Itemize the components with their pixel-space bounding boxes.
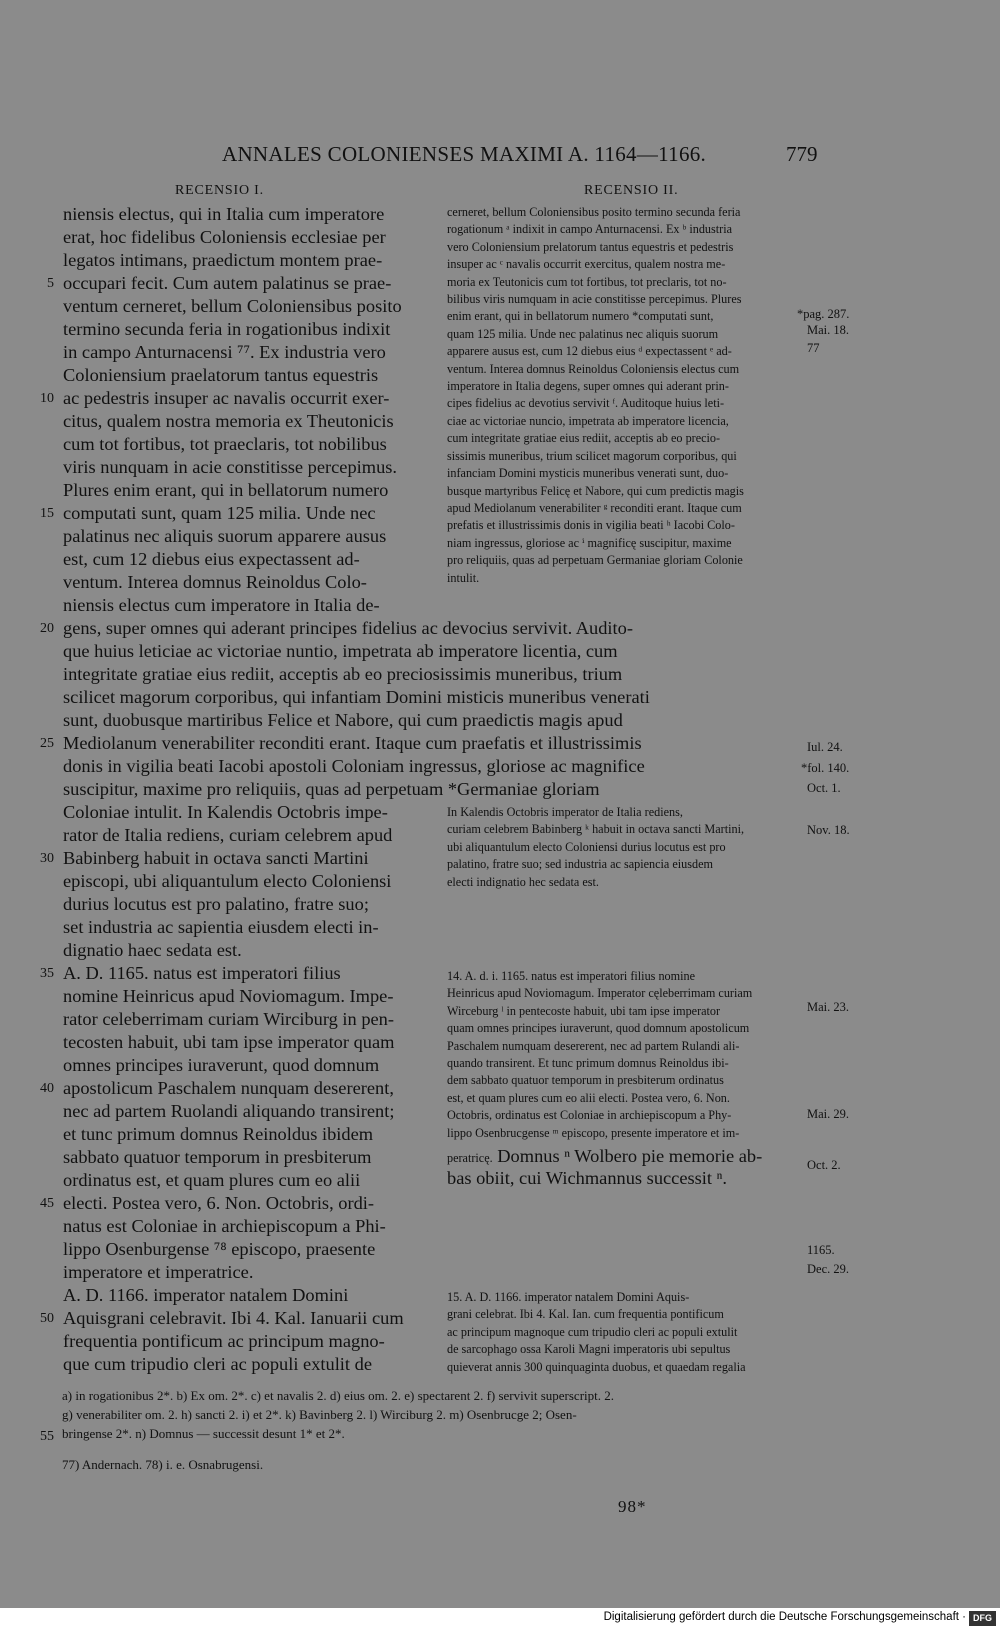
line-number: 10 (40, 391, 54, 406)
text-line: Coloniensium praelatorum tantus equestris (63, 365, 379, 385)
recensio-2-line: busque martyribus Felicę et Nabore, qui cum predictis magis (447, 483, 744, 498)
recensio-2-line: quieverat annis 300 quinquaginta duobus, et quaedam regalia (447, 1359, 746, 1374)
text-line: dignatio haec sedata est. (63, 940, 242, 960)
margin-note: 1165. (807, 1243, 835, 1257)
recensio-2-line: est, et quam plures cum eo alii electi. Postea vero, 6. Non. (447, 1090, 730, 1105)
margin-note: Mai. 23. (807, 1000, 850, 1014)
recensio-2-line: infanciam Domini mysticis muneribus venerati sunt, duo- (447, 466, 729, 481)
recensio-2-line: ventum. Interea domnus Reinoldus Coloniensis electus cum (447, 361, 740, 376)
line-number: 25 (40, 736, 54, 751)
line-number: 35 (40, 966, 54, 981)
recensio-2-line: lippo Osenbrucgense ᵐ episcopo, presente imperatore et im- (447, 1125, 740, 1140)
text-line: est, cum 12 diebus eius expectassent ad- (63, 549, 360, 569)
text-line: que cum tripudio cleri ac populi extulit de (63, 1354, 372, 1374)
footer-credit: Digitalisierung gefördert durch die Deutsche Forschungsgemeinschaft · (603, 1611, 966, 1623)
recensio-2-block-3 (447, 968, 752, 1142)
recensio-2-line: Paschalem numquam desererent, nec ad partem Rulandi ali- (447, 1038, 740, 1053)
recensio-2-line: pro reliquiis, quas ad perpetuam Germaniae gloriam Colonie (447, 553, 743, 568)
footnote-line: 77) Andernach. 78) i. e. Osnabrugensi. (62, 1457, 264, 1472)
signature-mark: 98* (618, 1497, 647, 1516)
text-line: et tunc primum domnus Reinoldus ibidem (63, 1124, 374, 1144)
recensio-2-line: 14. A. d. i. 1165. natus est imperatori filius nomine (447, 969, 696, 983)
recensio-2-line: Octobris, ordinatus est Coloniae in archiepiscopum a Phy- (447, 1108, 732, 1123)
margin-note: *fol. 140. (801, 761, 850, 775)
footnotes (62, 1386, 614, 1474)
recensio-2-line: dem sabbato quatuor temporum in presbiterum ordinatus (447, 1073, 724, 1088)
text-line: niensis electus cum imperatore in Italia de- (63, 595, 380, 615)
text-line: gens, super omnes qui aderant principes fidelius ac devocius servivit. Audito- (63, 618, 633, 638)
line-number: 15 (40, 506, 54, 521)
text-line: omnes principes iuraverunt, quod domnum (63, 1055, 380, 1075)
text-line: termino secunda feria in rogationibus indixit (63, 319, 391, 339)
text-line: donis in vigilia beati Iacobi apostoli Coloniam ingressus, gloriose ac magnifice (63, 756, 645, 776)
recensio-2-line: peratricę. (447, 1151, 493, 1165)
recensio-2-line: curiam celebrem Babinberg ᵏ habuit in octava sancti Martini, (447, 822, 745, 837)
footnote-line: a) in rogationibus 2*. b) Ex om. 2*. c) et navalis 2. d) eius om. 2. e) spectarent 2. f) servivit superscript. 2. (62, 1388, 615, 1403)
line-number: 40 (40, 1081, 54, 1096)
text-line: ordinatus est, et quam plures cum eo alii (63, 1170, 361, 1190)
dfg-logo: DFG (969, 1611, 996, 1626)
running-header: ANNALES COLONIENSES MAXIMI A. 1164—1166. (222, 142, 707, 166)
text-line: citus, qualem nostra memoria ex Theutonicis (63, 411, 394, 431)
text-line: A. D. 1165. natus est imperatori filius (63, 963, 341, 983)
text-line: sunt, duobusque martiribus Felice et Nabore, qui cum praedictis magis apud (63, 710, 623, 730)
text-line: ventum. Interea domnus Reinoldus Colo- (63, 572, 367, 592)
recensio-2-line: In Kalendis Octobris imperator de Italia rediens, (447, 805, 683, 819)
text-line: durius locutus est pro palatino, fratre suo; (63, 894, 369, 914)
recensio-2-line: niam ingressus, gloriose ac ⁱ magnificę suscipitur, maxime (447, 535, 732, 550)
text-line: Babinberg habuit in octava sancti Martini (63, 848, 369, 868)
recensio-2-line: apparere ausus est, cum 12 diebus eius ᵈ expectassent ᵉ ad- (447, 344, 732, 359)
text-line: suscipitur, maxime pro reliquiis, quas ad perpetuam *Germaniae gloriam (63, 779, 600, 799)
margin-note: Oct. 2. (807, 1158, 841, 1172)
text-line: legatos intimans, praedictum montem prae- (63, 250, 383, 270)
recensio-2-line: ubi aliquantulum electo Coloniensi durius locutus est pro (447, 839, 726, 854)
recensio-2-line: Wirceburg ˡ in pentecoste habuit, ubi tam ipse imperator (447, 1003, 721, 1018)
line-number: 50 (40, 1311, 54, 1326)
text-line: episcopi, ubi aliquantulum electo Coloniensi (63, 871, 392, 891)
text-line: que huius leticiae ac victoriae nuntio, impetrata ab imperatore licentia, cum (63, 641, 618, 661)
recensio-2-block-4 (447, 1289, 746, 1376)
line-number: 55 (40, 1429, 54, 1444)
text-line: Aquisgrani celebravit. Ibi 4. Kal. Ianuarii cum (63, 1308, 404, 1328)
text-line: scilicet magorum corporibus, qui infantiam Domini misticis muneribus venerati (63, 687, 650, 707)
text-line: occupari fecit. Cum autem palatinus se prae- (63, 273, 392, 293)
recensio-2-line: vero Coloniensium prelatorum tantus equestris et pedestris (447, 239, 734, 254)
recensio-2-line: electi indignatio hec sedata est. (447, 874, 599, 889)
text-line: rator de Italia rediens, curiam celebrem apud (63, 825, 393, 845)
recensio-2-line: rogationum ᵃ indixit in campo Anturnacensi. Ex ᵇ industria (447, 222, 733, 237)
text-line: erat, hoc fidelibus Coloniensis ecclesiae per (63, 227, 386, 247)
margin-note: 77 (807, 341, 820, 355)
recensio-2-block-3-end-1 (447, 1145, 762, 1168)
margin-note: Iul. 24. (807, 740, 843, 754)
recensio-2-line: insuper ac ᶜ navalis occurrit exercitus, qualem nostra me- (447, 257, 726, 272)
recensio-2-block-2 (447, 804, 744, 891)
text-line: integritate gratiae eius rediit, acceptis ab eo preciosissimis muneribus, trium (63, 664, 623, 684)
text-line: A. D. 1166. imperator natalem Domini (63, 1285, 349, 1305)
recensio-2-line: grani celebrat. Ibi 4. Kal. Ian. cum frequentia pontificum (447, 1307, 724, 1322)
text-line: nomine Heinricus apud Noviomagum. Impe- (63, 986, 394, 1006)
margin-note: Dec. 29. (807, 1262, 849, 1276)
text-line: sabbato quatuor temporum in presbiterum (63, 1147, 372, 1167)
recensio-2-large-line: Domnus ⁿ Wolbero pie memorie ab- (497, 1146, 763, 1166)
page-number: 779 (786, 142, 818, 166)
text-line: ac pedestris insuper ac navalis occurrit exer- (63, 388, 390, 408)
full-width-text (63, 617, 650, 801)
recensio-2-block-3-end-2: bas obiit, cui Wichmannus successit ⁿ. (447, 1168, 728, 1188)
text-line: frequentia pontificum ac principum magno- (63, 1331, 385, 1351)
recensio-2-line: 15. A. D. 1166. imperator natalem Domini Aquis- (447, 1290, 690, 1304)
recensio-2-line: de sarcophago ossa Karoli Magni imperatoris ubi sepultus (447, 1342, 731, 1357)
text-line: natus est Coloniae in archiepiscopum a Phi- (63, 1216, 386, 1236)
recensio-2-line: apud Mediolanum venerabiliter ᵍ reconditi erant. Itaque cum (447, 500, 742, 515)
text-line: cum tot fortibus, tot praeclaris, tot nobilibus (63, 434, 387, 454)
left-column-text (63, 203, 402, 617)
margin-note: Oct. 1. (807, 781, 841, 795)
recensio-2-line: bilibus viris numquam in acie constitisse percepimus. Plures (447, 292, 742, 307)
line-number: 45 (40, 1196, 54, 1211)
margin-note: Nov. 18. (807, 823, 850, 837)
footnote-line: g) venerabiliter om. 2. h) sancti 2. i) et 2*. k) Bavinberg 2. l) Wirciburg 2. m) Osenbrucge 2; Osen- (62, 1407, 577, 1422)
recensio-2-line: enim erant, qui in bellatorum numero *computati sunt, (447, 309, 714, 324)
text-line: Plures enim erant, qui in bellatorum numero (63, 480, 389, 500)
recensio-2-line: palatino, fratre suo; sed industria ac sapiencia eiusdem (447, 857, 714, 872)
text-line: in campo Anturnacensi ⁷⁷. Ex industria vero (63, 342, 386, 362)
text-line: electi. Postea vero, 6. Non. Octobris, ordi- (63, 1193, 375, 1213)
recensio-2-line: cum integritate gratiae eius rediit, acceptis ab eo precio- (447, 431, 721, 446)
recensio-2-line: quam omnes principes iuraverunt, quod domnum apostolicum (447, 1021, 750, 1036)
line-number: 20 (40, 621, 54, 636)
recensio-2-line: sissimis muneribus, trium scilicet magorum corporibus, qui (447, 448, 737, 463)
text-line: palatinus nec aliquis suorum apparere ausus (63, 526, 387, 546)
digitization-footer (0, 1608, 1000, 1629)
recensio-2-line: quando transirent. Et tunc primum domnus Reinoldus ibi- (447, 1056, 729, 1071)
text-line: computati sunt, quam 125 milia. Unde nec (63, 503, 376, 523)
recensio-2-heading: RECENSIO II. (584, 183, 679, 198)
recensio-2-line: Heinricus apud Noviomagum. Imperator cęleberrimam curiam (447, 986, 753, 1001)
text-line: nec ad partem Ruolandi aliquando transirent; (63, 1101, 395, 1121)
text-line: set industria ac sapientia eiusdem electi in- (63, 917, 379, 937)
text-line: niensis electus, qui in Italia cum imperatore (63, 204, 385, 224)
recensio-2-line: prefatis et illustrissimis donis in vigilia beati ʰ Iacobi Colo- (447, 518, 735, 533)
margin-note: *pag. 287. (797, 307, 850, 321)
text-line: Coloniae intulit. In Kalendis Octobris impe- (63, 802, 388, 822)
text-line: imperatore et imperatrice. (63, 1262, 254, 1282)
recensio-2-line: cerneret, bellum Coloniensibus posito termino secunda feria (447, 205, 741, 219)
recensio-1-heading: RECENSIO I. (175, 183, 264, 198)
margin-note: Mai. 18. (807, 323, 850, 337)
recensio-2-line: cipes fidelius ac devotius servivit ᶠ. Auditoque huius leti- (447, 396, 725, 411)
text-line: Mediolanum venerabiliter reconditi erant. Itaque cum praefatis et illustrissimis (63, 733, 642, 753)
recensio-2-line: imperatore in Italia degens, super omnes qui aderant prin- (447, 379, 729, 394)
recensio-2-line: moria ex Teutonicis cum tot fortibus, tot preclaris, tot no- (447, 274, 727, 289)
text-line: tecosten habuit, ubi tam ipse imperator quam (63, 1032, 395, 1052)
left-column-text-lower (63, 801, 404, 1376)
recensio-2-block-1 (447, 204, 744, 587)
line-number: 5 (47, 276, 54, 291)
recensio-2-line: quam 125 milia. Unde nec palatinus nec aliquis suorum (447, 326, 719, 341)
line-number: 30 (40, 851, 54, 866)
text-line: apostolicum Paschalem nunquam desererent, (63, 1078, 394, 1098)
recensio-2-line: intulit. (447, 570, 480, 585)
text-line: ventum cerneret, bellum Coloniensibus posito (63, 296, 402, 316)
recensio-2-line: ac principum magnoque cum tripudio cleri ac populi extulit (447, 1324, 738, 1339)
text-line: lippo Osenburgense ⁷⁸ episcopo, praesente (63, 1239, 376, 1259)
text-line: viris nunquam in acie constitisse percepimus. (63, 457, 398, 477)
text-line: rator celeberrimam curiam Wirciburg in pen- (63, 1009, 395, 1029)
recensio-2-line: ciae ac victoriae nuncio, impetrata ab imperatore licencia, (447, 413, 729, 428)
footnote-line: bringense 2*. n) Domnus — successit desunt 1* et 2*. (62, 1426, 345, 1441)
margin-note: Mai. 29. (807, 1107, 850, 1121)
